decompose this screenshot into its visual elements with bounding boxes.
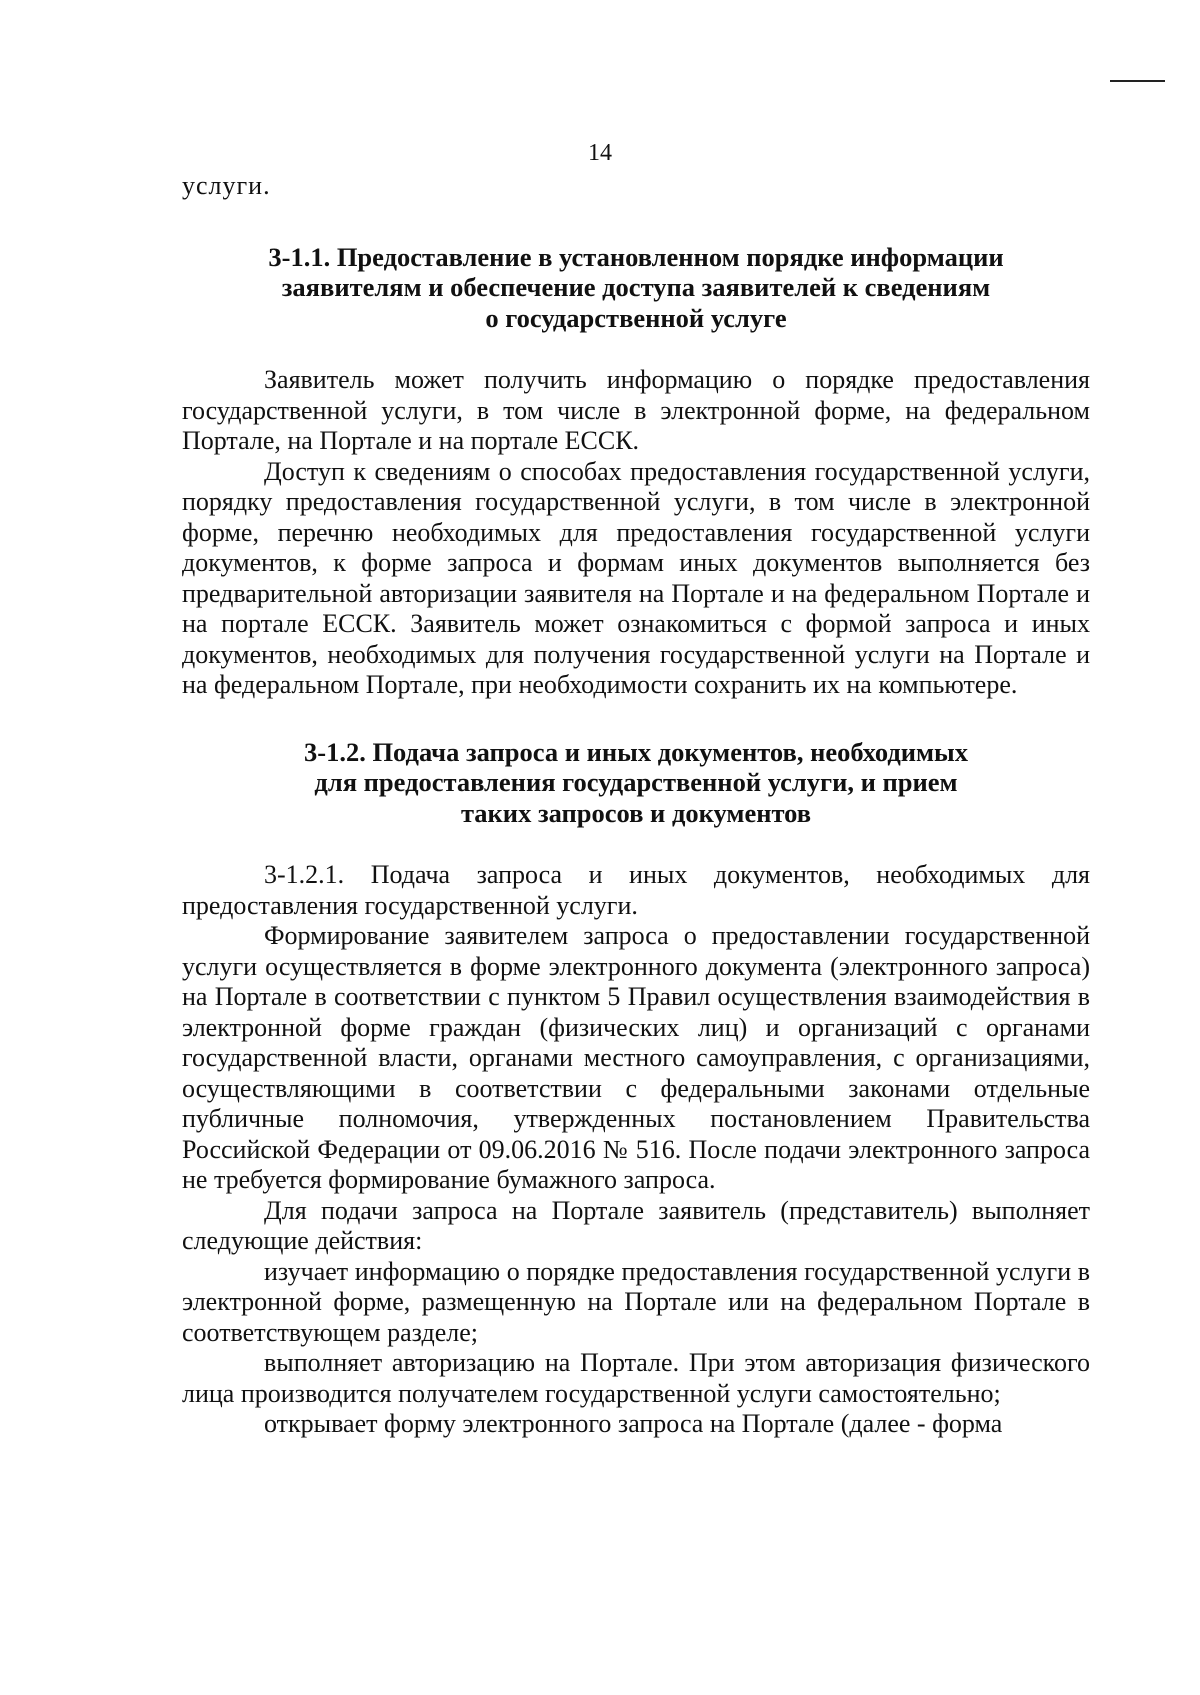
heading-line: для предоставления государственной услуги, и прием [314, 767, 958, 797]
paragraph: открывает форму электронного запроса на Портале (далее - форма [264, 1409, 1003, 1438]
paragraph: 3-1.2.1. Подача запроса и иных документов, необходимых для предоставления государственной услуги. [182, 860, 1090, 920]
paragraph: выполняет авторизацию на Портале. При этом авторизация физического лица производится получателем государственной услуги самостоятельно; [182, 1348, 1090, 1408]
paragraph: изучает информацию о порядке предоставления государственной услуги в электронной форме, размещенную на Портале или на федеральном Портале в соответствующем разделе; [182, 1256, 1090, 1347]
paragraph: Для подачи запроса на Портале заявитель (представитель) выполняет следующие действия: [182, 1195, 1090, 1255]
paragraph: Заявитель может получить информацию о порядке предоставления государственной услуги, в том числе в электронной форме, на федеральном Портале, на Портале и на портале ЕССК. [182, 365, 1090, 455]
paragraph: Доступ к сведениям о способах предоставления государственной услуги, порядку предоставления государственной услуги, в том числе в электронной форме, перечню необходимых для предоставления государственной услуги документов, к форме запроса и формам иных документов выполняется без предварительной авторизации заявителя на Портале и на федеральном Портале и на портале ЕССК. Заявитель может ознакомиться с формой запроса и иных документов, необходимых для получения государственной услуги на Портале и на федеральном Портале, при необходимости сохранить их на компьютере. [182, 456, 1090, 699]
page-number: 14 [588, 140, 612, 166]
section-heading-3-1-2 [182, 737, 1090, 829]
heading-line: 3-1.2. Подача запроса и иных документов, необходимых [304, 736, 968, 767]
corner-mark [1110, 80, 1165, 82]
heading-line: 3-1.1. Предоставление в установленном порядке информации [268, 241, 1004, 272]
paragraph: Формирование заявителем запроса о предоставлении государственной услуги осуществляется в форме электронного документа (электронного запроса) на Портале в соответствии с пунктом 5 Правил осуществления взаимодействия в электронной форме граждан (физических лиц) и организаций с органами государственной власти, органами местного самоуправления, с организациями, осуществляющими в соответствии с федеральными законами отдельные публичные полномочия, утвержденных постановлением Правительства Российской Федерации от 09.06.2016 № 516. После подачи электронного запроса не требуется формирование бумажного запроса. [182, 921, 1090, 1194]
document-body [182, 171, 1090, 1440]
heading-line: таких запросов и документов [460, 797, 812, 828]
continuation-text: услуги. [182, 171, 271, 200]
heading-line: о государственной услуге [485, 302, 787, 333]
heading-line: заявителям и обеспечение доступа заявителей к сведениям [281, 272, 991, 302]
section-heading-3-1-1 [182, 242, 1090, 334]
